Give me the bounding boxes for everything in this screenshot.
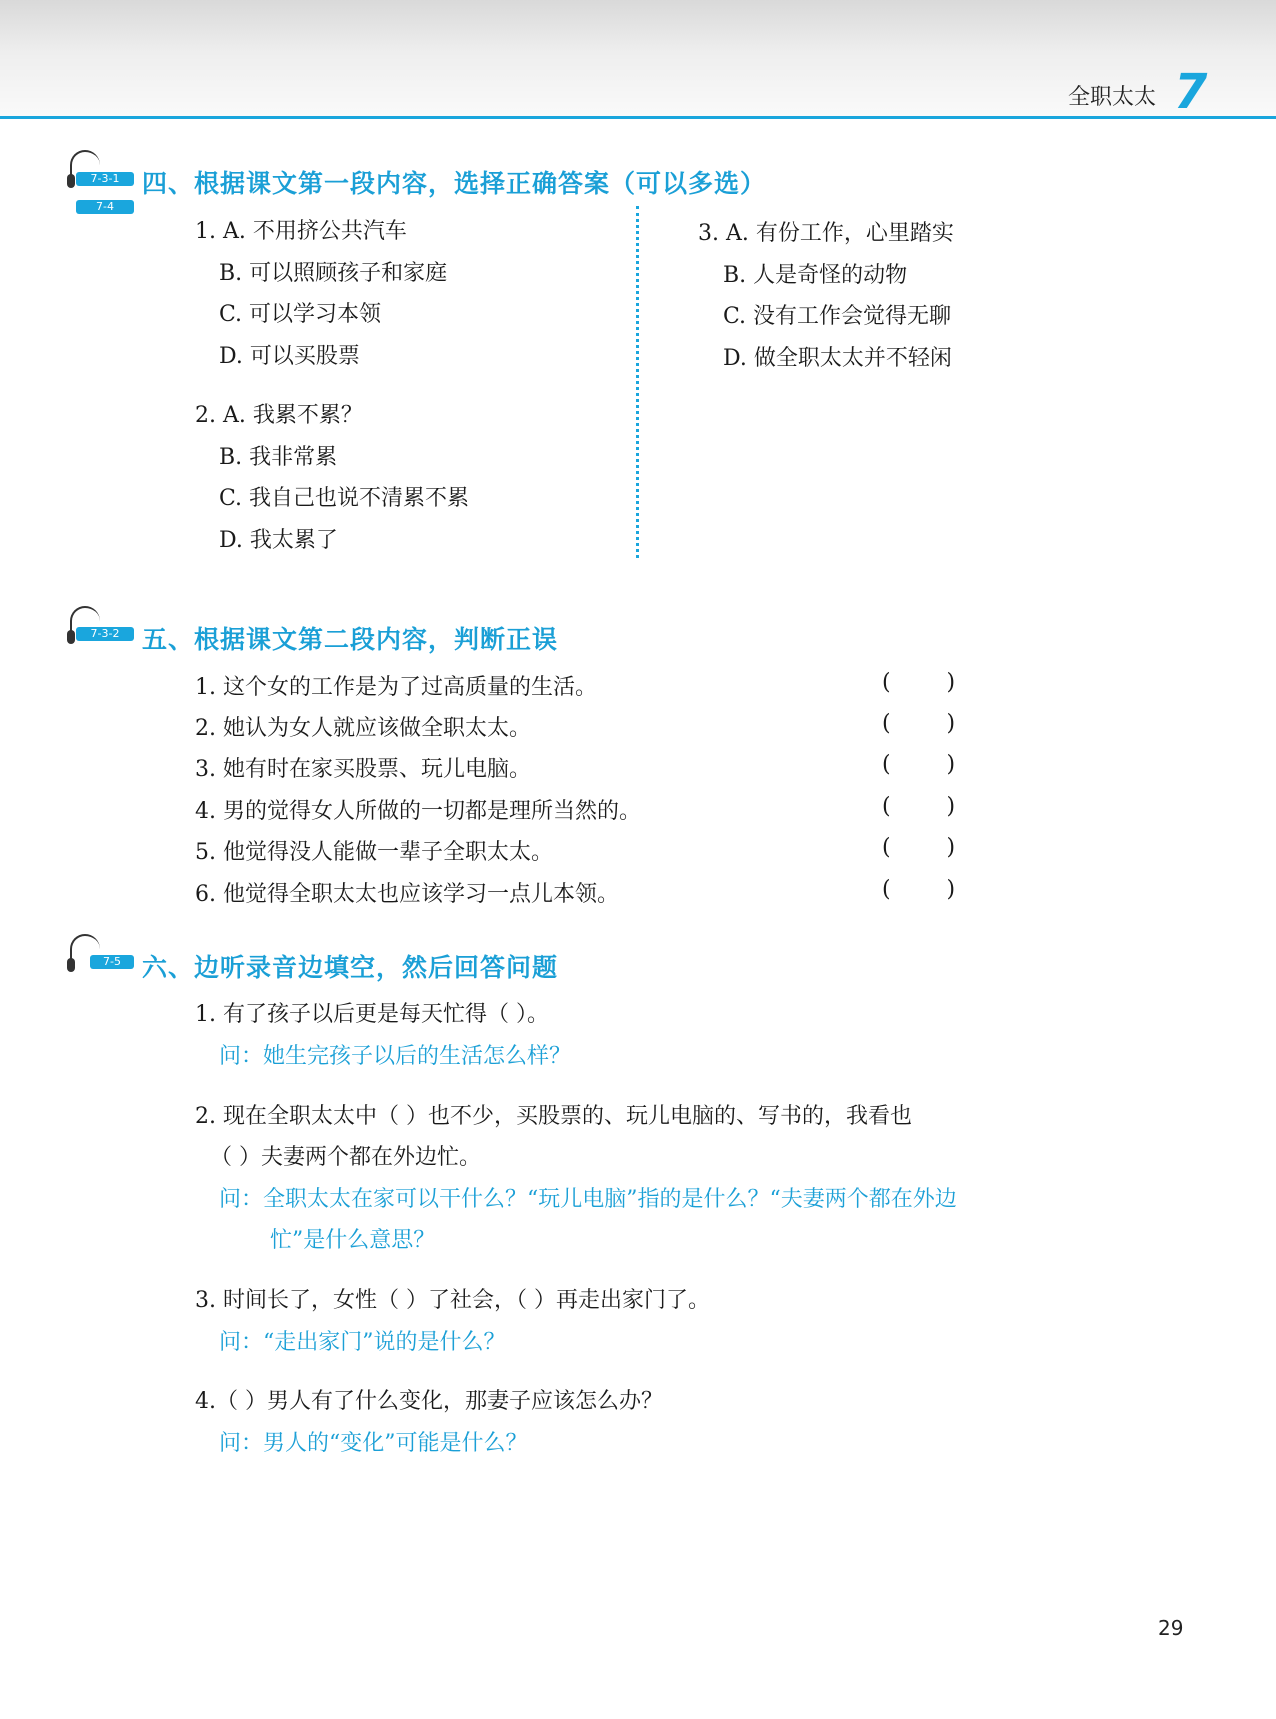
section-5-title: 五、根据课文第二段内容，判断正误 xyxy=(142,625,559,654)
section-6-title: 六、边听录音边填空，然后回答问题 xyxy=(142,953,559,982)
answer-blank[interactable]: ( ) xyxy=(882,835,956,860)
answer-blank[interactable]: ( ) xyxy=(882,877,956,902)
q1-option-c: C. 可以学习本领 xyxy=(219,302,382,327)
answer-blank[interactable]: ( ) xyxy=(882,670,956,695)
judge-item-1: 1. 这个女的工作是为了过高质量的生活。 xyxy=(195,675,597,700)
audio-track-tag: 7-5 xyxy=(90,955,134,969)
fill-q4-question: 问：男人的“变化”可能是什么？ xyxy=(219,1431,528,1456)
audio-track-tag: 7-4 xyxy=(76,200,134,214)
column-divider xyxy=(636,206,639,558)
q3-option-b: B. 人是奇怪的动物 xyxy=(723,263,908,288)
q2-option-a: 2. A. 我累不累？ xyxy=(195,403,363,428)
judge-item-5: 5. 他觉得没人能做一辈子全职太太。 xyxy=(195,840,553,865)
q1-option-b: B. 可以照顾孩子和家庭 xyxy=(219,261,448,286)
q2-option-b: B. 我非常累 xyxy=(219,445,338,470)
fill-q2-question-line2: 忙”是什么意思？ xyxy=(270,1228,436,1253)
section-4-title: 四、根据课文第一段内容，选择正确答案（可以多选） xyxy=(142,169,767,198)
fill-q2-text-line1: 2. 现在全职太太中（ ）也不少，买股票的、玩儿电脑的、写书的，我看也 xyxy=(195,1104,912,1129)
fill-q3-text: 3. 时间长了，女性（ ）了社会，（ ）再走出家门了。 xyxy=(195,1288,710,1313)
fill-q1-question: 问：她生完孩子以后的生活怎么样？ xyxy=(219,1044,572,1069)
q2-option-d: D. 我太累了 xyxy=(219,528,338,553)
q3-option-c: C. 没有工作会觉得无聊 xyxy=(723,304,952,329)
fill-q3-question: 问：“走出家门”说的是什么？ xyxy=(219,1330,506,1355)
judge-item-6: 6. 他觉得全职太太也应该学习一点儿本领。 xyxy=(195,882,619,907)
judge-item-4: 4. 男的觉得女人所做的一切都是理所当然的。 xyxy=(195,799,641,824)
audio-track-tag: 7-3-1 xyxy=(76,172,134,186)
answer-blank[interactable]: ( ) xyxy=(882,711,956,736)
judge-item-3: 3. 她有时在家买股票、玩儿电脑。 xyxy=(195,757,531,782)
fill-q2-text-line2: （ ）夫妻两个都在外边忙。 xyxy=(210,1145,481,1170)
answer-blank[interactable]: ( ) xyxy=(882,794,956,819)
answer-blank[interactable]: ( ) xyxy=(882,752,956,777)
q2-option-c: C. 我自己也说不清累不累 xyxy=(219,486,470,511)
fill-q2-question-line1: 问：全职太太在家可以干什么？“玩儿电脑”指的是什么？“夫妻两个都在外边 xyxy=(219,1187,957,1212)
header-rule xyxy=(0,116,1276,119)
q3-option-a: 3. A. 有份工作，心里踏实 xyxy=(698,221,954,246)
fill-q1-text: 1. 有了孩子以后更是每天忙得（ ）。 xyxy=(195,1002,549,1027)
chapter-number: 7 xyxy=(1174,64,1208,120)
q1-option-a: 1. A. 不用挤公共汽车 xyxy=(195,219,407,244)
page-number: 29 xyxy=(1158,1616,1184,1640)
fill-q4-text: 4.（ ）男人有了什么变化，那妻子应该怎么办？ xyxy=(195,1389,663,1414)
q1-option-d: D. 可以买股票 xyxy=(219,344,360,369)
chapter-title: 全职太太 xyxy=(1068,85,1157,110)
q3-option-d: D. 做全职太太并不轻闲 xyxy=(723,346,952,371)
audio-track-tag: 7-3-2 xyxy=(76,627,134,641)
judge-item-2: 2. 她认为女人就应该做全职太太。 xyxy=(195,716,531,741)
